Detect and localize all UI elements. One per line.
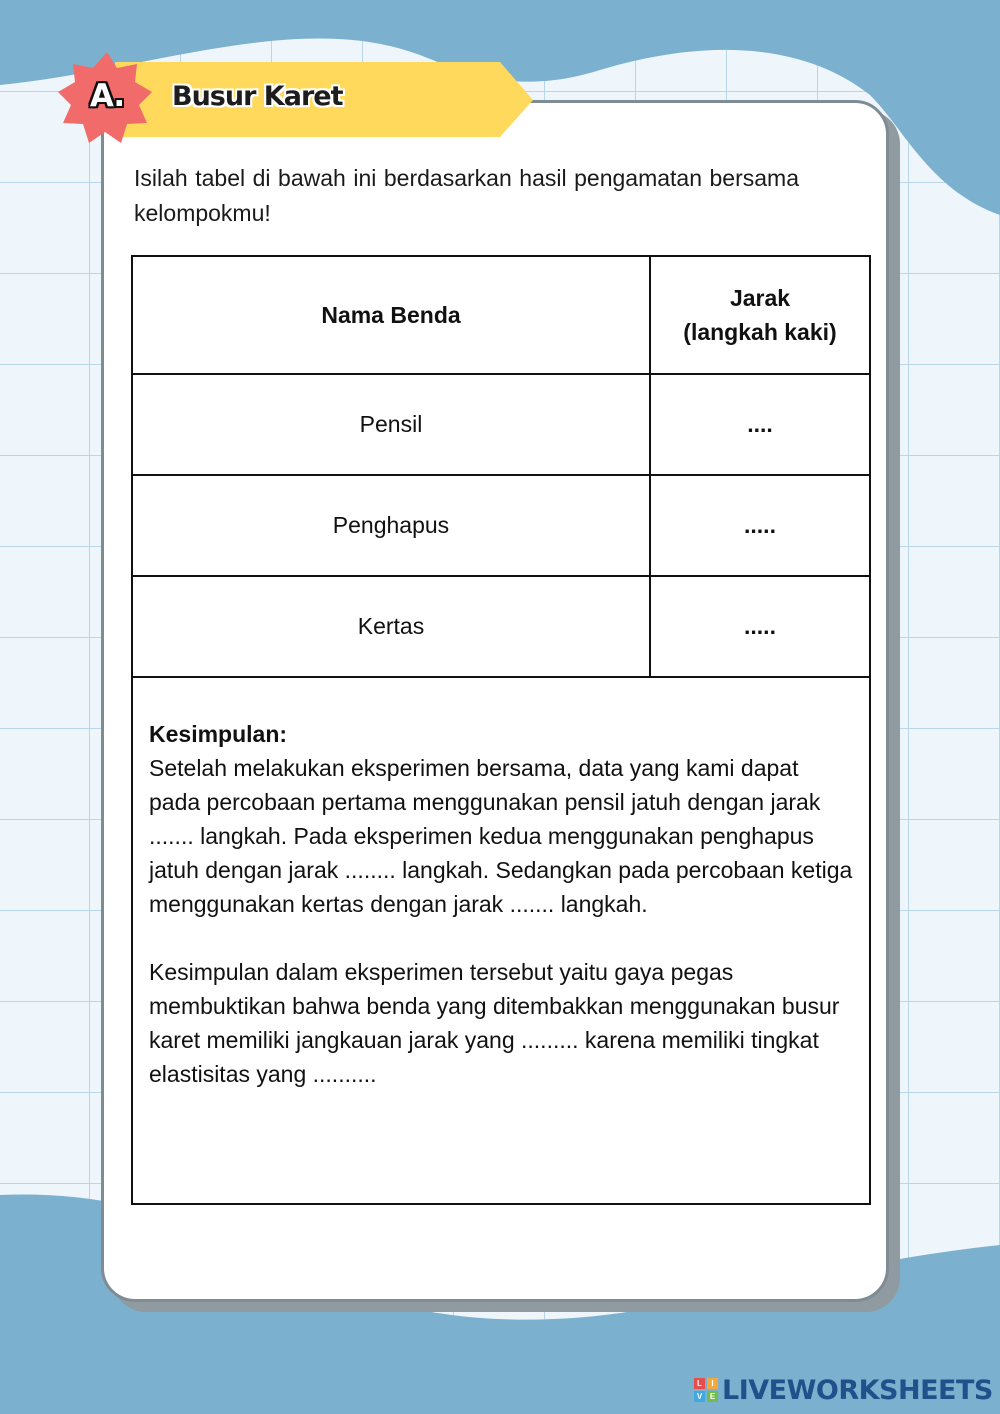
row-distance-blank[interactable]: .... xyxy=(650,374,870,475)
row-name-cell: Kertas xyxy=(132,576,650,677)
table-header-row xyxy=(132,256,870,374)
row-name-cell: Penghapus xyxy=(132,475,650,576)
conclusion-paragraph-1: Setelah melakukan eksperimen bersama, data yang kami dapat pada percobaan pertama menggunakan pensil jatuh dengan jarak ....... langkah. Pada eksperimen kedua menggunakan penghapus jatuh dengan jarak ........ langkah. Sedangkan pada percobaan ketiga menggunakan kertas dengan jarak ....... langkah. xyxy=(149,755,853,917)
row-distance-blank[interactable]: ..... xyxy=(650,576,870,677)
column-header-name: Nama Benda xyxy=(132,256,650,374)
liveworksheets-logo[interactable] xyxy=(694,1372,993,1408)
section-banner xyxy=(55,50,535,150)
conclusion-title: Kesimpulan: xyxy=(149,721,288,747)
observation-table xyxy=(131,255,871,1205)
instruction-text: Isilah tabel di bawah ini berdasarkan hasil pengamatan bersama kelompokmu! xyxy=(134,165,799,226)
row-name-cell: Pensil xyxy=(132,374,650,475)
table-row xyxy=(132,576,870,677)
conclusion-row xyxy=(132,677,870,1204)
liveworksheets-blocks-icon: L I V E xyxy=(694,1378,718,1402)
section-letter: A. xyxy=(89,78,125,114)
table-row xyxy=(132,374,870,475)
row-distance-blank[interactable]: ..... xyxy=(650,475,870,576)
conclusion-paragraph-2: Kesimpulan dalam eksperimen tersebut yaitu gaya pegas membuktikan bahwa benda yang ditembakkan menggunakan busur karet memiliki jangkauan jarak yang ......... karena memiliki tingkat elastisitas yang .......... xyxy=(149,959,840,1087)
logo-text: LIVEWORKSHEETS xyxy=(722,1374,993,1406)
conclusion-cell xyxy=(132,677,870,1204)
table-row xyxy=(132,475,870,576)
column-header-distance: Jarak (langkah kaki) xyxy=(650,256,870,374)
section-title: Busur Karet xyxy=(172,81,343,112)
